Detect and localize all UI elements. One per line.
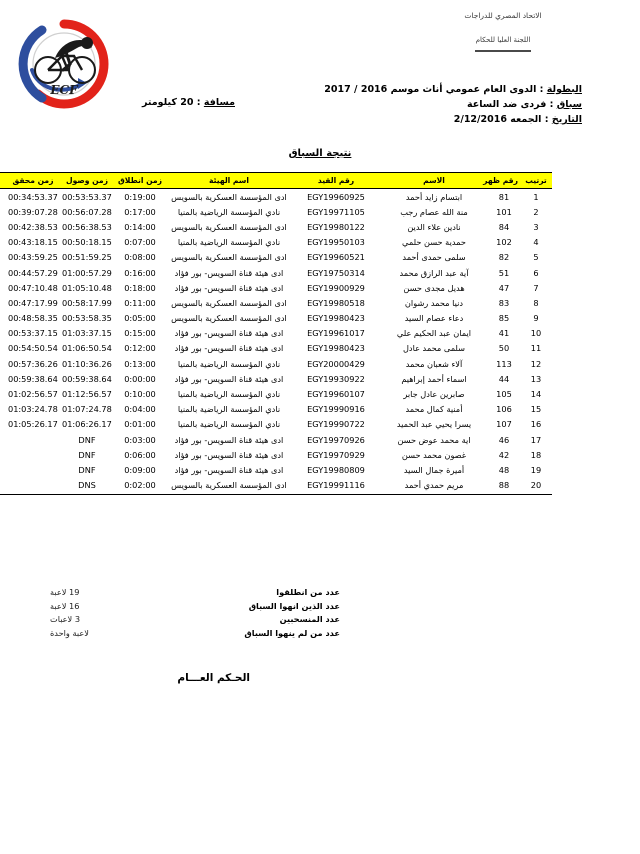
cell-name: سلمى حمدى أحمد — [402, 252, 466, 263]
cell-speed — [0, 417, 6, 432]
cell-speed — [0, 189, 6, 205]
cell-club: ادى هيئة قناة السويس- بور فؤاد — [174, 343, 284, 354]
table-row — [0, 250, 552, 265]
cell-bib: 106 — [496, 404, 512, 415]
cell-rank: 18 — [530, 449, 542, 460]
summary-label: عدد المنسحبين — [279, 614, 340, 625]
date-label: التاريخ — [551, 114, 582, 125]
table-row — [0, 478, 552, 495]
cell-bib: 83 — [498, 297, 510, 308]
cell-name: آية عبد الرازق محمد — [399, 267, 469, 278]
cell-finish: 01:06:26.17 — [62, 419, 112, 430]
cell-net: 00:47:17.99 — [8, 297, 58, 308]
federation-name: الاتحاد المصري للدراجات — [464, 11, 542, 20]
cell-net: 00:48:58.35 — [8, 313, 58, 324]
cell-speed — [0, 235, 6, 250]
cell-bib: 84 — [498, 221, 510, 232]
cell-bib: 48 — [498, 464, 510, 475]
col-header-speed — [0, 173, 6, 189]
cell-club: نادي المؤسسة الرياضية بالمنيا — [177, 237, 281, 248]
distance-label: مسافة — [203, 97, 235, 108]
cell-name: اسماء أحمد إبراهيم — [401, 373, 467, 384]
federation-heading — [388, 10, 618, 52]
cell-name: دعاء عصام السيد — [404, 313, 464, 324]
cell-speed — [0, 478, 6, 495]
cell-speed — [0, 280, 6, 295]
cell-net — [6, 462, 60, 477]
cell-club: ادى المؤسسة العسكرية بالسويس — [171, 221, 287, 232]
results-table-head — [0, 173, 552, 189]
cell-reg: EGY19950103 — [307, 237, 365, 248]
cell-rank: 11 — [530, 343, 542, 354]
cell-bib: 51 — [498, 267, 510, 278]
cell-rank: 19 — [530, 464, 542, 475]
cell-rank: 17 — [530, 434, 542, 445]
cell-rank: 8 — [533, 297, 539, 308]
cell-bib: 44 — [498, 373, 510, 384]
cell-reg: EGY19990722 — [307, 419, 365, 430]
cell-rank: 6 — [533, 267, 539, 278]
cell-club: نادي المؤسسة الرياضية بالمنيا — [177, 206, 281, 217]
summary-row — [50, 586, 340, 600]
cell-speed — [0, 265, 6, 280]
cell-rank: 14 — [530, 389, 542, 400]
cell-finish: DNS — [60, 478, 114, 495]
cell-finish: 00:59:38.64 — [62, 373, 112, 384]
chief-judge-signature: الحـكم العـــام — [177, 672, 250, 684]
summary-label: عدد من انطلقوا — [276, 587, 340, 597]
cell-finish: DNF — [78, 449, 96, 460]
cell-rank: 12 — [530, 358, 542, 369]
cell-speed — [0, 402, 6, 417]
cell-club: نادي المؤسسة الرياضية بالمنيا — [177, 419, 281, 430]
cell-reg: EGY19980809 — [307, 464, 365, 475]
cell-name: صابرين عادل جابر — [403, 389, 465, 400]
cell-speed — [0, 386, 6, 401]
cell-start: 0:04:00 — [124, 404, 156, 415]
race-label: سباق — [556, 99, 582, 110]
date-value: : الجمعه 2/12/2016 — [453, 114, 549, 125]
col-header-reg: رقم القيد — [292, 173, 380, 189]
cell-speed — [0, 371, 6, 386]
table-row — [0, 447, 552, 462]
cell-finish: 01:10:36.26 — [62, 358, 112, 369]
cell-club: ادى هيئة قناة السويس- بور فؤاد — [174, 328, 284, 339]
cell-name: آلاء شعبان محمد — [405, 358, 463, 369]
table-row — [0, 295, 552, 310]
result-title-text: نتيجة السباق — [288, 148, 352, 159]
cell-finish: 00:58:17.99 — [62, 297, 112, 308]
ecf-logo — [8, 18, 120, 110]
cell-name: أميرة جمال السيد — [403, 464, 465, 475]
cell-start: 0:06:00 — [124, 449, 156, 460]
results-table — [0, 172, 552, 495]
cell-rank: 3 — [533, 221, 539, 232]
table-row — [0, 326, 552, 341]
cell-net — [6, 478, 60, 495]
cell-reg: EGY19900929 — [307, 282, 365, 293]
col-header-finish: زمن وصول — [60, 173, 114, 189]
cell-finish: 01:00:57.29 — [62, 267, 112, 278]
cell-speed — [0, 219, 6, 234]
cell-club: ادى هيئة قناة السويس- بور فؤاد — [174, 464, 284, 475]
cell-reg: EGY19980518 — [307, 297, 365, 308]
cell-reg: EGY19970929 — [307, 449, 365, 460]
cell-bib: 102 — [496, 237, 512, 248]
cell-speed — [0, 295, 6, 310]
table-row — [0, 462, 552, 477]
championship-value: : الدوى العام عمومي أناث موسم 2016 / 2017 — [324, 84, 544, 95]
col-header-bib: رقم ظهر — [488, 173, 520, 189]
cell-start: 0:13:00 — [124, 358, 156, 369]
cell-bib: 41 — [498, 328, 510, 339]
cell-speed — [0, 250, 6, 265]
cell-club: ادى المؤسسة العسكرية بالسويس — [171, 191, 287, 202]
cell-rank: 20 — [520, 478, 552, 495]
cell-rank: 9 — [533, 313, 539, 324]
cell-finish: 00:50:18.15 — [62, 237, 112, 248]
cell-name: نادين علاء الدين — [407, 221, 461, 232]
cell-reg: EGY19750314 — [307, 267, 365, 278]
cell-start: 0:08:00 — [124, 252, 156, 263]
cell-name: مريم حمدي أحمد — [380, 478, 488, 495]
cell-speed — [0, 356, 6, 371]
cell-net: 00:57:36.26 — [8, 358, 58, 369]
table-row — [0, 235, 552, 250]
col-header-name: الاسم — [380, 173, 488, 189]
col-header-start: زمن انطلاق — [114, 173, 166, 189]
cell-finish: DNF — [78, 464, 96, 475]
cell-net: 00:39:07.28 — [8, 206, 58, 217]
cell-rank: 13 — [530, 373, 542, 384]
cell-bib: 47 — [498, 282, 510, 293]
cell-reg: EGY19930922 — [307, 373, 365, 384]
summary-label: عدد من لم ينهوا السباق — [244, 627, 340, 638]
event-meta — [282, 82, 582, 127]
cell-speed — [0, 326, 6, 341]
summary-value: لاعبة واحدة — [50, 627, 89, 638]
race-value: : فردى ضد الساعة — [466, 99, 554, 110]
cell-club: ادى هيئة قناة السويس- بور فؤاد — [174, 373, 284, 384]
table-row — [0, 265, 552, 280]
cell-start: 0:01:00 — [124, 419, 156, 430]
summary-row — [50, 627, 340, 641]
cell-name: هديل مجدى حسن — [403, 282, 465, 293]
cell-bib: 82 — [498, 252, 510, 263]
cell-speed — [0, 311, 6, 326]
cell-bib: 50 — [498, 343, 510, 354]
cell-net: 00:54:50.54 — [8, 343, 58, 354]
cell-finish: 00:56:07.28 — [62, 206, 112, 217]
race-line — [282, 97, 582, 112]
cell-net: 00:59:38.64 — [8, 373, 58, 384]
cell-name: دنيا محمد رشوان — [404, 297, 464, 308]
cell-finish: 01:06:50.54 — [62, 343, 112, 354]
cell-speed — [0, 447, 6, 462]
table-row — [0, 356, 552, 371]
summary-value: 19 لاعبة — [50, 587, 80, 597]
cell-reg: EGY19960107 — [307, 389, 365, 400]
cell-name: اية محمد عوض حسن — [397, 434, 471, 445]
cell-reg: EGY19980423 — [307, 343, 365, 354]
cell-club: ادى المؤسسة العسكرية بالسويس — [171, 297, 287, 308]
table-row — [0, 189, 552, 205]
cell-reg: EGY19961017 — [307, 328, 365, 339]
cell-net: 00:34:53.37 — [8, 191, 58, 202]
table-row — [0, 204, 552, 219]
summary-value: 3 لاعبات — [50, 614, 81, 625]
table-row — [0, 311, 552, 326]
committee-name: اللجنة العليا للحكام — [475, 36, 531, 44]
cell-finish: 00:53:53.37 — [62, 191, 112, 202]
table-header-row — [0, 173, 552, 189]
cell-finish: 00:51:59.25 — [62, 252, 112, 263]
summary-row — [50, 613, 340, 627]
cell-net: 01:05:26.17 — [8, 419, 58, 430]
cell-name: أمنية كمال محمد — [405, 404, 463, 415]
committee-underline — [475, 50, 531, 52]
cell-start: 0:11:00 — [124, 297, 156, 308]
cell-net: 01:02:56.57 — [8, 389, 58, 400]
results-table-body — [0, 189, 552, 495]
cell-reg: EGY19980423 — [307, 313, 365, 324]
cell-start: 0:10:00 — [124, 389, 156, 400]
cell-name: منة الله عصام رجب — [400, 206, 468, 217]
cell-bib: 113 — [496, 358, 512, 369]
cell-club: ادى هيئة قناة السويس- بور فؤاد — [174, 282, 284, 293]
table-row — [0, 280, 552, 295]
table-row — [0, 371, 552, 386]
cell-net: 00:43:59.25 — [8, 252, 58, 263]
cell-net: 00:42:38.53 — [8, 221, 58, 232]
cell-start: 0:14:00 — [124, 221, 156, 232]
cell-start: 0:17:00 — [124, 206, 156, 217]
page-header — [0, 0, 640, 140]
cell-net — [6, 447, 60, 462]
distance-value: : 20 كيلومتر — [142, 97, 201, 108]
col-header-rank: ترتيب — [520, 173, 552, 189]
cell-net: 00:44:57.29 — [8, 267, 58, 278]
cell-bib: 42 — [498, 449, 510, 460]
cell-reg: EGY19980122 — [307, 221, 365, 232]
cell-finish: 01:07:24.78 — [62, 404, 112, 415]
championship-line — [282, 82, 582, 97]
cell-reg: EGY19960925 — [307, 191, 365, 202]
cell-name: ابتسام زايد أحمد — [405, 191, 463, 202]
cell-finish: 00:56:38.53 — [62, 221, 112, 232]
cell-rank: 7 — [533, 282, 539, 293]
col-header-net: زمن محقق — [6, 173, 60, 189]
cell-reg: EGY19970926 — [307, 434, 365, 445]
cell-rank: 1 — [533, 191, 539, 202]
results-table-wrapper — [8, 172, 552, 495]
cell-name: حمدية حسن حلمي — [402, 237, 466, 248]
cell-finish: DNF — [78, 434, 96, 445]
cell-rank: 2 — [533, 206, 539, 217]
cell-club: ادى هيئة قناة السويس- بور فؤاد — [174, 434, 284, 445]
cell-net — [6, 432, 60, 447]
cell-net: 00:47:10.48 — [8, 282, 58, 293]
cell-start: 0:05:00 — [124, 313, 156, 324]
cell-club: ادى المؤسسة العسكرية بالسويس — [171, 313, 287, 324]
summary-value: 16 لاعبة — [50, 600, 80, 611]
cell-bib: 85 — [498, 313, 510, 324]
svg-text:ECF: ECF — [50, 83, 78, 97]
table-row — [0, 402, 552, 417]
cell-net: 01:03:24.78 — [8, 404, 58, 415]
cell-start: 0:15:00 — [124, 328, 156, 339]
cell-start: 0:16:00 — [124, 267, 156, 278]
cell-name: ايمان عبد الحكيم علي — [396, 328, 472, 339]
cell-speed — [0, 432, 6, 447]
cell-start: 0:19:00 — [124, 191, 156, 202]
cell-name: سلمى محمد عادل — [402, 343, 465, 354]
date-line — [282, 112, 582, 127]
cell-speed — [0, 204, 6, 219]
cell-finish: 01:03:37.15 — [62, 328, 112, 339]
cell-club: ادى المؤسسة العسكرية بالسويس — [171, 252, 287, 263]
distance-line — [142, 97, 235, 108]
cell-reg: EGY19971105 — [307, 206, 365, 217]
cell-club: ادى هيئة قناة السويس- بور فؤاد — [174, 267, 284, 278]
cell-start: 0:02:00 — [114, 478, 166, 495]
cell-reg: EGY19960521 — [307, 252, 365, 263]
cell-name: يسرا يحيي عبد الحميد — [396, 419, 472, 430]
table-row — [0, 386, 552, 401]
cell-start: 0:09:00 — [124, 464, 156, 475]
cycling-logo-icon — [8, 18, 120, 110]
cell-net: 00:43:18.15 — [8, 237, 58, 248]
table-row — [0, 341, 552, 356]
cell-rank: 5 — [533, 252, 539, 263]
summary-label: عدد الذين انهوا السباق — [248, 600, 340, 611]
cell-reg: EGY19990916 — [307, 404, 365, 415]
cell-bib: 81 — [498, 191, 510, 202]
cell-net: 00:53:37.15 — [8, 328, 58, 339]
cell-start: 0:07:00 — [124, 237, 156, 248]
cell-club: ادى هيئة قناة السويس- بور فؤاد — [174, 449, 284, 460]
cell-finish: 01:05:10.48 — [62, 282, 112, 293]
cell-bib: 107 — [496, 419, 512, 430]
cell-rank: 16 — [530, 419, 542, 430]
cell-club: نادي المؤسسة الرياضية بالمنيا — [177, 358, 281, 369]
cell-start: 0:18:00 — [124, 282, 156, 293]
summary-row — [50, 600, 340, 614]
race-summary — [50, 586, 340, 640]
cell-start: 0:03:00 — [124, 434, 156, 445]
cell-rank: 10 — [530, 328, 542, 339]
cell-start: 0:00:00 — [124, 373, 156, 384]
result-title — [0, 148, 640, 159]
table-row — [0, 219, 552, 234]
cell-rank: 15 — [530, 404, 542, 415]
cell-bib: 46 — [498, 434, 510, 445]
championship-label: البطولة — [546, 84, 582, 95]
cell-start: 0:12:00 — [124, 343, 156, 354]
cell-club: ادى المؤسسة العسكرية بالسويس — [166, 478, 292, 495]
cell-finish: 00:53:58.35 — [62, 313, 112, 324]
cell-speed — [0, 341, 6, 356]
table-row — [0, 432, 552, 447]
cell-finish: 01:12:56.57 — [62, 389, 112, 400]
cell-reg: EGY19991116 — [292, 478, 380, 495]
cell-rank: 4 — [533, 237, 539, 248]
cell-bib: 101 — [496, 206, 512, 217]
cell-bib: 105 — [496, 389, 512, 400]
cell-club: نادي المؤسسة الرياضية بالمنيا — [177, 389, 281, 400]
cell-speed — [0, 462, 6, 477]
cell-club: نادي المؤسسة الرياضية بالمنيا — [177, 404, 281, 415]
cell-bib: 88 — [488, 478, 520, 495]
table-row — [0, 417, 552, 432]
cell-reg: EGY20000429 — [307, 358, 365, 369]
col-header-club: اسم الهيئة — [166, 173, 292, 189]
cell-name: غصون محمد حسن — [401, 449, 467, 460]
